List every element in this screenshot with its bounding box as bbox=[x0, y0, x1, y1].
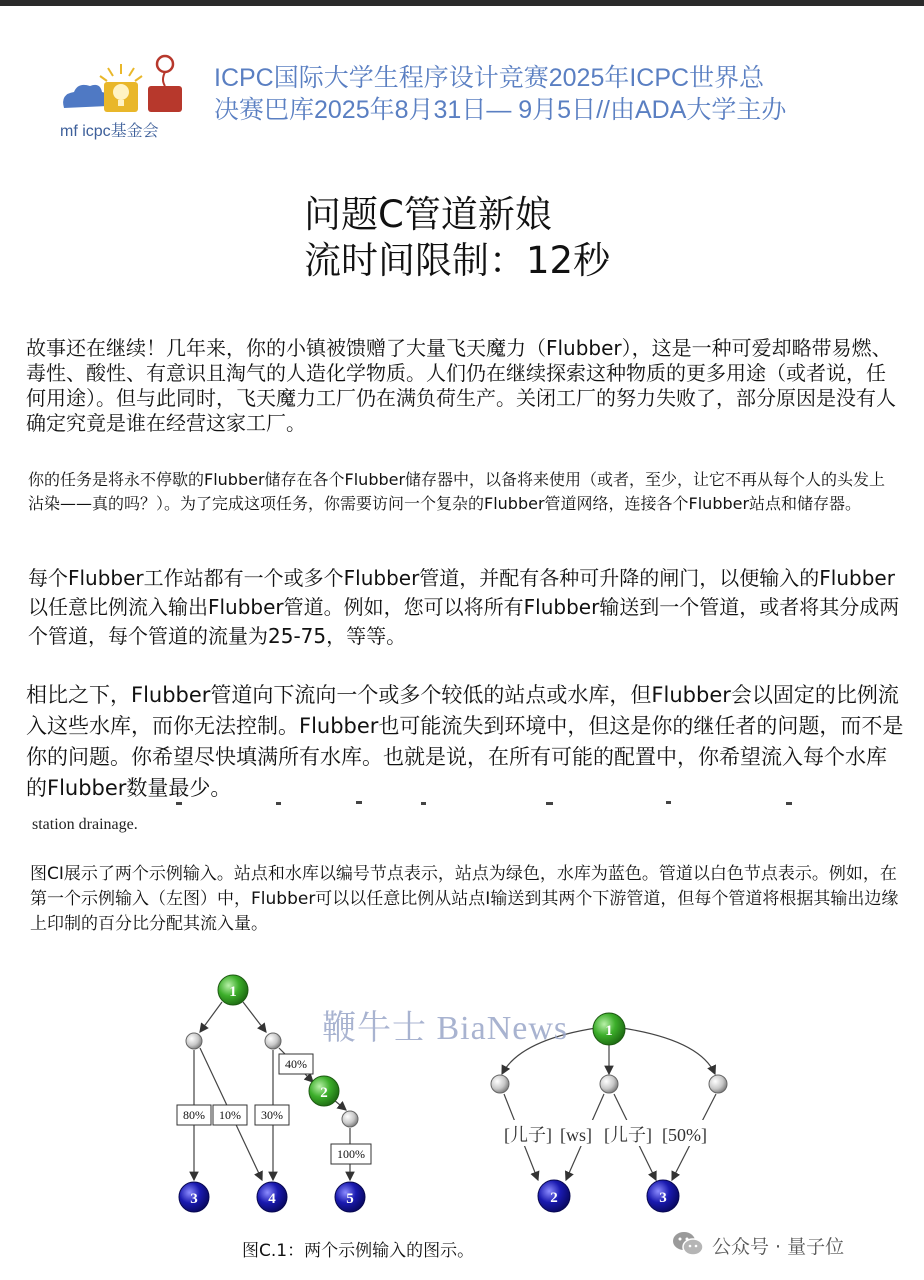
paragraph-task: 你的任务是将永不停歇的Flubber储存在各个Flubber储存器中，以备将来使用（或者，至少，让它不再从每个人的头发上沾染——真的吗？）。为了完成这项任务，你需要访问一个复杂的Flubber管道网络，连接各个Flubber站点和储存器。 bbox=[28, 470, 886, 513]
header-line-2: 决赛巴库2025年8月31日— 9月5日//由ADA大学主办 bbox=[214, 96, 787, 124]
reservoir-label: 4 bbox=[268, 1191, 276, 1207]
paragraph-fragment: station drainage. bbox=[32, 816, 138, 833]
pipe-node bbox=[186, 1033, 202, 1049]
paragraph-stations: 每个Flubber工作站都有一个或多个Flubber管道，并配有各种可升降的闸门，以便输入的Flubber以任意比例流入输出Flubber管道。例如，您可以将所有Flubber输送到一个管道，或者将其分成两个管道，每个管道的流量为25-75，等等。 bbox=[28, 566, 900, 648]
edge-2-pipeC bbox=[334, 1100, 346, 1110]
edge-label-100: 100% bbox=[337, 1147, 365, 1161]
paragraph-figure-description: 图CI展示了两个示例输入。站点和水库以编号节点表示，站点为绿色，水库为蓝色。管道以白色节点表示。例如，在第一个示例输入（左图）中，Flubber可以以任意比例从站点I输送到其两个下游管道，但每个管道将根据其输出边缘上印制的百分比分配其流入量。 bbox=[30, 864, 899, 934]
pipe-node bbox=[342, 1111, 358, 1127]
edge-r1-pipeC bbox=[622, 1028, 715, 1074]
pipe-node bbox=[709, 1075, 727, 1093]
reservoir-label: 5 bbox=[346, 1191, 354, 1207]
edge-label-r1: [儿子] bbox=[504, 1125, 552, 1145]
edge-1-pipeA bbox=[200, 1002, 222, 1032]
pipe-node bbox=[265, 1033, 281, 1049]
wechat-icon bbox=[672, 1230, 704, 1258]
header-line-1: ICPC国际大学生程序设计竞赛2025年ICPC世界总 bbox=[214, 64, 765, 92]
top-bar bbox=[0, 0, 924, 6]
edge-label-40: 40% bbox=[285, 1057, 307, 1071]
station-label: 2 bbox=[320, 1085, 328, 1101]
wechat-account-label: 公众号 · 量子位 bbox=[712, 1236, 845, 1258]
wechat-attribution bbox=[672, 1228, 902, 1262]
edge-label-80: 80% bbox=[183, 1108, 205, 1122]
problem-title bbox=[304, 192, 610, 284]
edge-label-30: 30% bbox=[261, 1108, 283, 1122]
time-limit: 流时间限制：12秒 bbox=[304, 239, 611, 282]
problem-name: 问题C管道新娘 bbox=[304, 193, 552, 236]
station-label: 1 bbox=[605, 1023, 613, 1039]
reservoir-label: 3 bbox=[190, 1191, 198, 1207]
bianews-watermark: 鞭牛士 BiaNews bbox=[322, 1010, 569, 1047]
pipe-node bbox=[491, 1075, 509, 1093]
logo-text: mf icpc基金会 bbox=[60, 123, 159, 140]
pipe-node bbox=[600, 1075, 618, 1093]
reservoir-label: 3 bbox=[659, 1190, 667, 1206]
contest-header bbox=[214, 62, 894, 126]
edge-label-r4: [50%] bbox=[662, 1125, 707, 1145]
edge-label-r3: [儿子] bbox=[604, 1125, 652, 1145]
edge-label-10: 10% bbox=[219, 1108, 241, 1122]
paragraph-pipes: 相比之下，Flubber管道向下流向一个或多个较低的站点或水库，但Flubber会以固定的比例流入这些水库，而你无法控制。Flubber也可能流失到环境中，但这是你的继任者的问题，而不是你的问题。你希望尽快填满所有水库。也就是说，在所有可能的配置中，你希望流入每个水库的Flubber数量最少。 bbox=[26, 683, 904, 800]
paragraph-story: 故事还在继续！几年来，你的小镇被馈赠了大量飞天魔力（Flubber），这是一种可爱却略带易燃、毒性、酸性、有意识且淘气的人造化学物质。人们仍在继续探索这种物质的更多用途（或者说，任何用途）。但与此同时，飞天魔力工厂仍在满负荷生产。关闭工厂的努力失败了，部分原因是没有人确定究竟是谁在经营这家工厂。 bbox=[26, 336, 896, 435]
station-label: 1 bbox=[229, 984, 237, 1000]
cut-off-text-line bbox=[26, 800, 886, 806]
edge-1-pipeB bbox=[243, 1002, 266, 1032]
edge-label-r2: [ws] bbox=[560, 1125, 592, 1145]
figure-caption: 图C.1：两个示例输入的图示。 bbox=[242, 1241, 475, 1261]
reservoir-label: 2 bbox=[550, 1190, 558, 1206]
